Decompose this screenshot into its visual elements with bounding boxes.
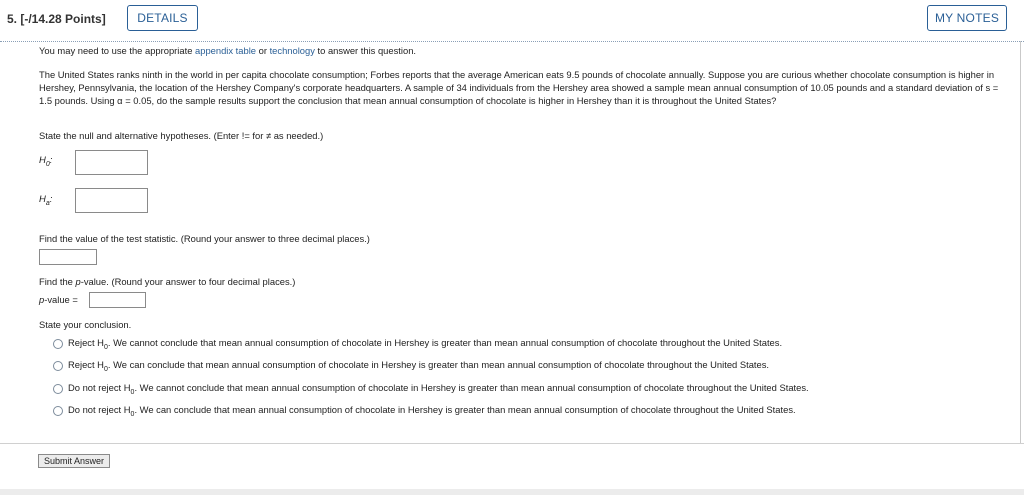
p-value-input[interactable] xyxy=(89,292,146,308)
conclusion-option-4[interactable] xyxy=(53,404,796,418)
details-button[interactable]: DETAILS xyxy=(127,5,198,31)
conclusion-prompt: State your conclusion. xyxy=(39,319,132,330)
radio-button[interactable] xyxy=(53,406,63,416)
conclusion-option-3[interactable] xyxy=(53,382,809,396)
radio-button[interactable] xyxy=(53,361,63,371)
option-label: Reject $H_0$. We cannot conclude that mean annual consumption of chocolate in Hershey is greater than mean annual consumption of chocolate throughout the United States. xyxy=(68,337,783,351)
technology-link[interactable]: technology xyxy=(269,45,315,56)
null-hypothesis-input[interactable] xyxy=(75,150,148,175)
footer-band xyxy=(0,489,1024,495)
intro-text: You may need to use the appropriate appendix table or technology to answer this question. xyxy=(39,45,417,56)
question-header xyxy=(0,0,1024,38)
option-label: Reject $H_0$. We can conclude that mean annual consumption of chocolate in Hershey is greater than mean annual consumption of chocolate throughout the United States. xyxy=(68,359,770,373)
option-label: Do not reject $H_0$. We cannot conclude that mean annual consumption of chocolate in Hershey is greater than mean annual consumption of chocolate throughout the United States. xyxy=(68,382,809,396)
radio-button[interactable] xyxy=(53,339,63,349)
appendix-table-link[interactable]: appendix table xyxy=(195,45,257,56)
conclusion-option-1[interactable] xyxy=(53,337,782,351)
question-number: 5. [-/14.28 Points] xyxy=(7,12,106,26)
option-label: Do not reject $H_0$. We can conclude that mean annual consumption of chocolate in Hershey is greater than mean annual consumption of chocolate throughout the United States. xyxy=(68,404,796,418)
test-statistic-prompt: Find the value of the test statistic. (Round your answer to three decimal places.) xyxy=(39,233,370,244)
ha-label: $H_a$: xyxy=(39,194,53,207)
radio-button[interactable] xyxy=(53,384,63,394)
submit-answer-button[interactable]: Submit Answer xyxy=(38,454,110,468)
h0-label: $H_0$: xyxy=(39,155,53,168)
alternative-hypothesis-input[interactable] xyxy=(75,188,148,213)
hypotheses-prompt: State the null and alternative hypotheses. (Enter != for ≠ as needed.) xyxy=(39,130,324,141)
conclusion-option-2[interactable] xyxy=(53,359,769,373)
test-statistic-input[interactable] xyxy=(39,249,97,265)
panel-border xyxy=(1020,41,1021,443)
panel-bottom-border xyxy=(0,443,1024,444)
header-divider xyxy=(0,41,1024,42)
problem-statement: The United States ranks ninth in the world in per capita chocolate consumption; Forbes reports that the average American eats 9.5 pounds of chocolate annually. Suppose you are curious whether chocolate consumption is higher in Hershey, Pennsylvania, the location of the Hershey Company's corporate headquarters. A sample of 34 individuals from the Hershey area showed a sample mean annual consumption of 10.05 pounds and a standard deviation of s = 1.5 pounds. Using α = 0.05, do the sample results support the conclusion that mean annual consumption of chocolate is higher in Hershey than it is throughout the United States? xyxy=(39,69,999,106)
p-value-prompt: Find the p-value. (Round your answer to four decimal places.) xyxy=(39,276,296,287)
p-value-label: p-value = xyxy=(39,294,78,305)
my-notes-button[interactable]: MY NOTES xyxy=(927,5,1007,31)
